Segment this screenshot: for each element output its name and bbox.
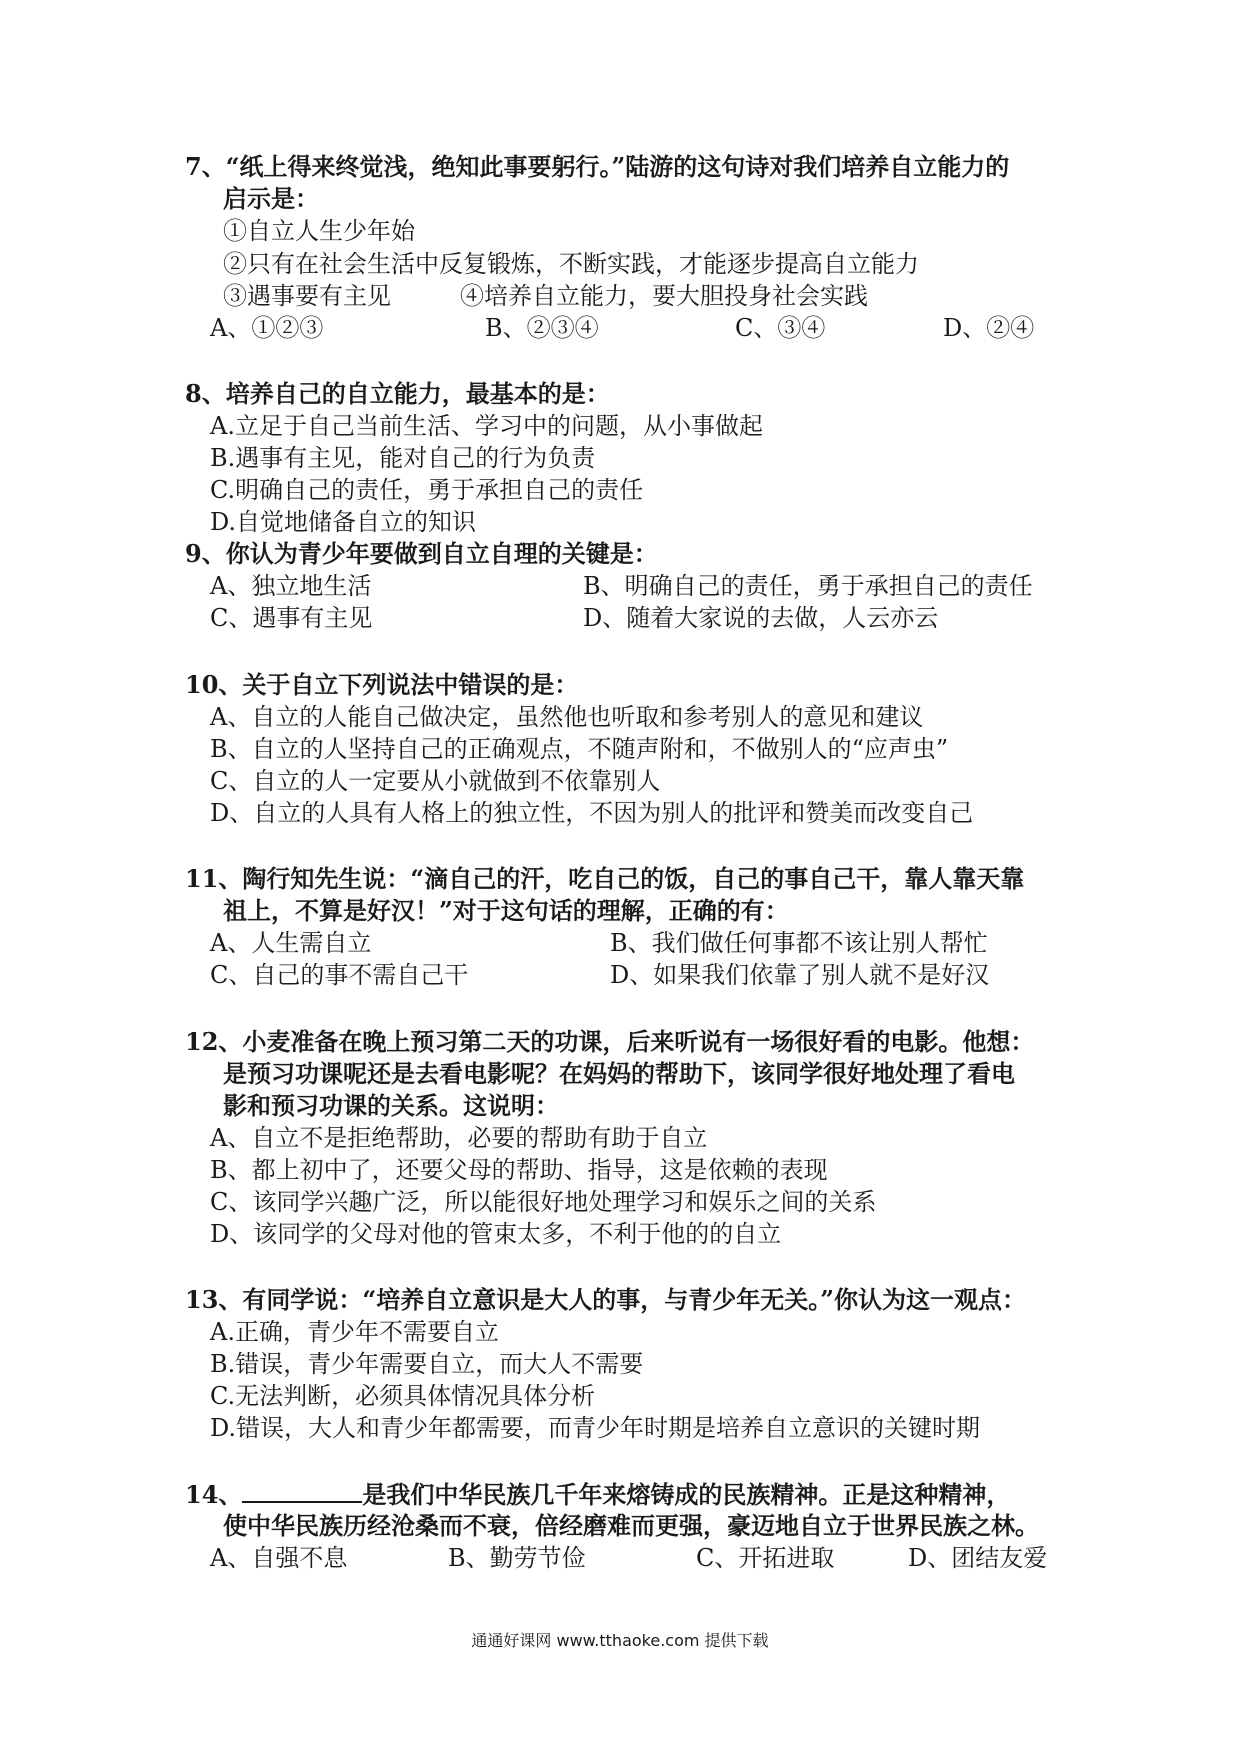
question-stem-line: 9、你认为青少年要做到自立自理的关键是： xyxy=(185,539,658,568)
fill-blank[interactable] xyxy=(242,1479,362,1503)
option-a: A、自立不是拒绝帮助，必要的帮助有助于自立 xyxy=(210,1124,708,1152)
option-d: D、随着大家说的去做，人云亦云 xyxy=(583,604,939,632)
option-b: B、都上初中了，还要父母的帮助、指导，这是依赖的表现 xyxy=(210,1156,828,1184)
option-b: B、②③④ xyxy=(485,314,599,342)
question-stem-line: 是预习功课呢还是去看电影呢？在妈妈的帮助下，该同学很好地处理了看电 xyxy=(223,1059,1015,1088)
question-stem-line: 启示是： xyxy=(223,184,319,213)
option-a: A、①②③ xyxy=(210,314,324,342)
question-number: 14、 xyxy=(185,1480,243,1509)
option-c: C、自己的事不需自己干 xyxy=(210,961,469,989)
option-b: B.错误，青少年需要自立，而大人不需要 xyxy=(210,1350,644,1378)
option-a: A、人生需自立 xyxy=(210,929,372,957)
question-stem-line: 13、有同学说：“培养自立意识是大人的事，与青少年无关。”你认为这一观点： xyxy=(185,1285,1027,1314)
option-d: D、团结友爱 xyxy=(908,1544,1048,1572)
option-a: A、自强不息 xyxy=(210,1544,348,1572)
option-a: A.正确，青少年不需要自立 xyxy=(210,1318,499,1346)
option-b: B、明确自己的责任，勇于承担自己的责任 xyxy=(583,572,1033,600)
option-c: C.明确自己的责任，勇于承担自己的责任 xyxy=(210,476,644,504)
question-stem-line: 7、“纸上得来终觉浅，绝知此事要躬行。”陆游的这句诗对我们培养自立能力的 xyxy=(185,152,1010,181)
option-d: D.自觉地储备自立的知识 xyxy=(210,508,477,536)
option-d: D.错误，大人和青少年都需要，而青少年时期是培养自立意识的关键时期 xyxy=(210,1414,981,1442)
option-c: C、自立的人一定要从小就做到不依靠别人 xyxy=(210,767,661,795)
question-stem-line: 11、陶行知先生说：“滴自己的汗，吃自己的饭，自己的事自己干，靠人靠天靠 xyxy=(185,864,1025,893)
question-stem-line: 10、关于自立下列说法中错误的是： xyxy=(185,670,579,699)
statement: ④培养自立能力，要大胆投身社会实践 xyxy=(460,282,868,310)
option-c: C、③④ xyxy=(735,314,826,342)
option-b: B.遇事有主见，能对自己的行为负责 xyxy=(210,444,596,472)
statement: ②只有在社会生活中反复锻炼，不断实践，才能逐步提高自立能力 xyxy=(223,250,919,278)
option-b: B、勤劳节俭 xyxy=(448,1544,586,1572)
question-stem-text: 是我们中华民族几千年来熔铸成的民族精神。正是这种精神， xyxy=(362,1480,1011,1509)
option-c: C.无法判断，必须具体情况具体分析 xyxy=(210,1382,596,1410)
question-stem-line xyxy=(185,1479,1010,1510)
question-stem-line: 影和预习功课的关系。这说明： xyxy=(223,1091,559,1120)
option-c: C、遇事有主见 xyxy=(210,604,373,632)
statement: ③遇事要有主见 xyxy=(223,282,391,310)
option-a: A、自立的人能自己做决定，虽然他也听取和参考别人的意见和建议 xyxy=(210,703,924,731)
option-a: A.立足于自己当前生活、学习中的问题，从小事做起 xyxy=(210,412,763,440)
option-a: A、独立地生活 xyxy=(210,572,372,600)
question-stem-line: 祖上，不算是好汉！”对于这句话的理解，正确的有： xyxy=(223,896,789,925)
option-b: B、我们做任何事都不该让别人帮忙 xyxy=(610,929,988,957)
option-d: D、该同学的父母对他的管束太多，不利于他的的自立 xyxy=(210,1220,782,1248)
question-stem-line: 使中华民族历经沧桑而不衰，倍经磨难而更强，豪迈地自立于世界民族之林。 xyxy=(223,1511,1039,1540)
option-c: C、该同学兴趣广泛，所以能很好地处理学习和娱乐之间的关系 xyxy=(210,1188,877,1216)
option-c: C、开拓进取 xyxy=(696,1544,835,1572)
question-stem-line: 12、小麦准备在晚上预习第二天的功课，后来听说有一场很好看的电影。他想： xyxy=(185,1027,1035,1056)
option-d: D、自立的人具有人格上的独立性，不因为别人的批评和赞美而改变自己 xyxy=(210,799,974,827)
statement: ①自立人生少年始 xyxy=(223,217,415,245)
question-stem-line: 8、培养自己的自立能力，最基本的是： xyxy=(185,379,610,408)
footer-note: 通通好课网 www.tthaoke.com 提供下载 xyxy=(471,1631,769,1650)
option-d: D、②④ xyxy=(943,314,1035,342)
option-b: B、自立的人坚持自己的正确观点，不随声附和，不做别人的“应声虫” xyxy=(210,735,949,763)
option-d: D、如果我们依靠了别人就不是好汉 xyxy=(610,961,990,989)
